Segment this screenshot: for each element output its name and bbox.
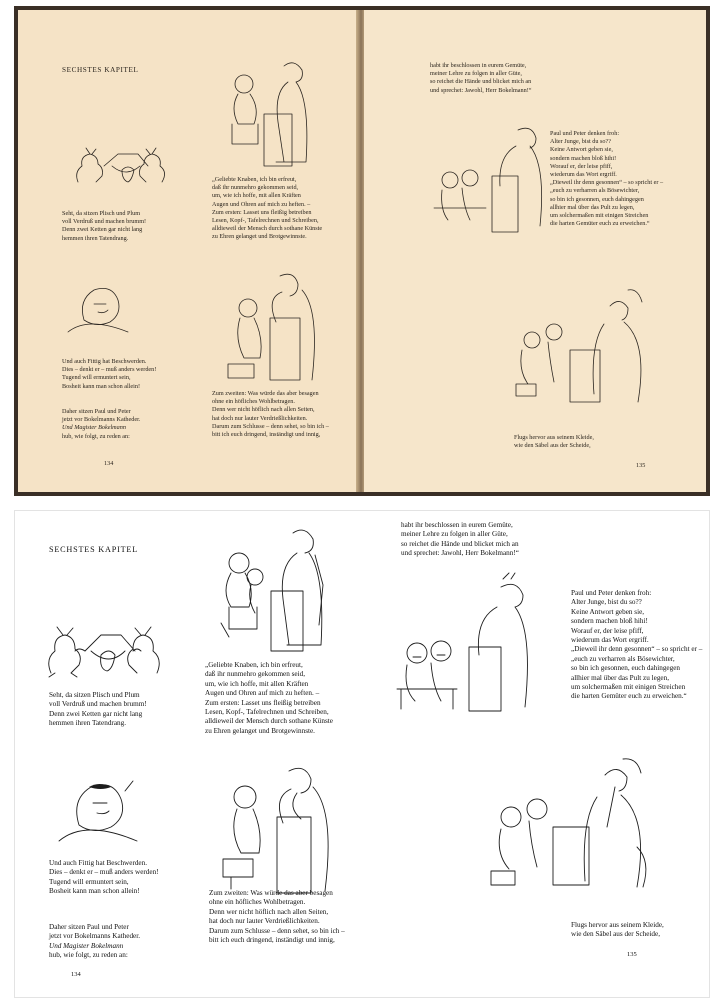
page-number-right: 135 xyxy=(627,951,637,958)
scan-left-stanza-4: Daher sitzen Paul und Peter jetzt vor Bokelmanns Katheder. Und Magister Bokelmann hub, wie folgt, zu reden an: xyxy=(62,408,141,440)
stanza-fittig: Und auch Fittig hat Beschwerden. Dies – denkt er – muß anders werden! Tugend will ermuntert sein, Bosheit kann man schon allein! xyxy=(49,859,159,896)
scan-teacher-cane-illustration xyxy=(514,280,664,410)
clean-page-spread xyxy=(14,510,710,998)
scan-left-page xyxy=(18,10,358,492)
stanza-plisch-plum: Seht, da sitzen Plisch und Plum voll Verdruß und machen brumm! Denn zwei Ketten gar nicht lang hemmen ihren Tatendrang. xyxy=(49,691,147,728)
scan-dogs-illustration xyxy=(70,140,180,190)
scan-page-number-right: 135 xyxy=(636,462,646,469)
scan-boys-giggling-illustration xyxy=(434,116,544,236)
scan-right-stanza-3: Flugs hervor aus seinem Kleide, wie den Säbel aus der Scheide, xyxy=(514,434,594,450)
stanza-paul-peter-froh: Paul und Peter denken froh: Alter Junge, bist du so?? Keine Antwort geben sie, sondern machen bloß hihi! Worauf er, der leise pfiff, wiederum das Wort ergriff. „Dieweil ihr denn gesonnen“ – so spricht er – „euch zu verharren als Bösewichter, so bin ich gesonnen, euch dahingegen allhier mal über das Pult zu legen, um solchermaßen mit einigen Streichen die harten Gemüter euch zu erweichen.“ xyxy=(571,589,703,701)
boys-giggling-illustration xyxy=(397,573,527,723)
scan-left-stanza-5: Zum zweiten: Was würde das aber besagen ohne ein höfliches Wohlbetragen. Denn wer nicht höflich nach allen Seiten, hat doch nur lauter Verdrießlichkeiten. Darum zum Schlusse – denn sehet, so bin ich – bitt ich euch dringend, inständigt und innig, xyxy=(212,390,329,439)
stanza-flugs-hervor: Flugs hervor aus seinem Kleide, wie den Säbel aus der Scheide, xyxy=(571,921,664,939)
dogs-chained-illustration xyxy=(41,617,171,682)
stanza-habt-ihr-beschlossen: habt ihr beschlossen in eurem Gemüte, meiner Lehre zu folgen in aller Güte, so reichet die Hände und blicket mich an und sprechet: Jawohl, Herr Bokelmann!“ xyxy=(401,521,519,558)
stanza-paul-peter-katheder: Daher sitzen Paul und Peter jetzt vor Bokelmanns Katheder. Und Magister Bokelmann hub, wie folgt, zu reden an: xyxy=(49,923,141,960)
scan-right-stanza-2: Paul und Peter denken froh: Alter Junge, bist du so?? Keine Antwort geben sie, sondern machen bloß hihi! Worauf er, der leise pfiff, wiederum das Wort ergriff. „Dieweil ihr denn gesonnen“ – so spricht er – „euch zu verharren als Bösewichter, so bin ich gesonnen, euch dahingegen allhier mal über das Pult zu legen, um solchermaßen mit einigen Streichen die harten Gemüter euch zu erweichen.“ xyxy=(550,130,664,228)
scan-right-stanza-1: habt ihr beschlossen in eurem Gemüte, meiner Lehre zu folgen in aller Güte, so reichet die Hände und blicket mich an und sprechet: Jawohl, Herr Bokelmann!“ xyxy=(430,62,532,94)
scan-right-page xyxy=(364,10,706,492)
teacher-boys-illustration xyxy=(211,525,341,655)
scan-teacher-desk-illustration xyxy=(218,268,328,388)
teacher-cane-illustration xyxy=(487,747,667,897)
stanza-geliebte-knaben: „Geliebte Knaben, ich bin erfreut, daß ihr nunmehro gekommen seid, um, wie ich hoffe, mit allen Kräften Augen und Ohren auf mich zu heften. – Zum ersten: Lasset uns fleißig betreiben Lesen, Kopf-, Tafelrechnen und Schreiben, alldieweil der Mensch durch sothane Künste zu Ehren gelanget und Brotgewinnste. xyxy=(205,661,333,735)
scan-left-stanza-3: Und auch Fittig hat Beschwerden. Dies – denkt er – muß anders werden! Tugend will ermuntert sein, Bosheit kann man schon allein! xyxy=(62,358,157,390)
teacher-desk-illustration xyxy=(211,763,351,903)
chapter-title: SECHSTES KAPITEL xyxy=(49,545,138,554)
scan-teacher-boys-illustration xyxy=(214,54,324,169)
page-number-left: 134 xyxy=(71,971,81,978)
scan-left-stanza-1: Seht, da sitzen Plisch und Plum voll Verdruß und machen brumm! Denn zwei Ketten gar nicht lang hemmen ihren Tatendrang. xyxy=(62,210,147,242)
scanned-book-spread xyxy=(14,6,710,496)
thinking-man-illustration xyxy=(55,773,155,845)
scan-left-stanza-2: „Geliebte Knaben, ich bin erfreut, daß ihr nunmehro gekommen seid, um, wie ich hoffe, mit allen Kräften Augen und Ohren auf mich zu heften. – Zum ersten: Lasset uns fleißig betreiben Lesen, Kopf-, Tafelrechnen und Schreiben, alldieweil der Mensch durch sothane Künste zu Ehren gelanget und Brotgewinnste. xyxy=(212,176,323,241)
scan-chapter-title: SECHSTES KAPITEL xyxy=(62,66,139,74)
scan-page-number-left: 134 xyxy=(104,460,114,467)
stanza-zum-zweiten: Zum zweiten: Was würde das aber besagen ohne ein höfliches Wohlbetragen. Denn wer nicht höflich nach allen Seiten, hat doch nur lauter Verdrießlichkeiten. Darum zum Schlusse – denn sehet, so bin ich – bitt ich euch dringend, inständigt und innig, xyxy=(209,889,345,945)
scan-thinking-man-illustration xyxy=(64,280,144,335)
